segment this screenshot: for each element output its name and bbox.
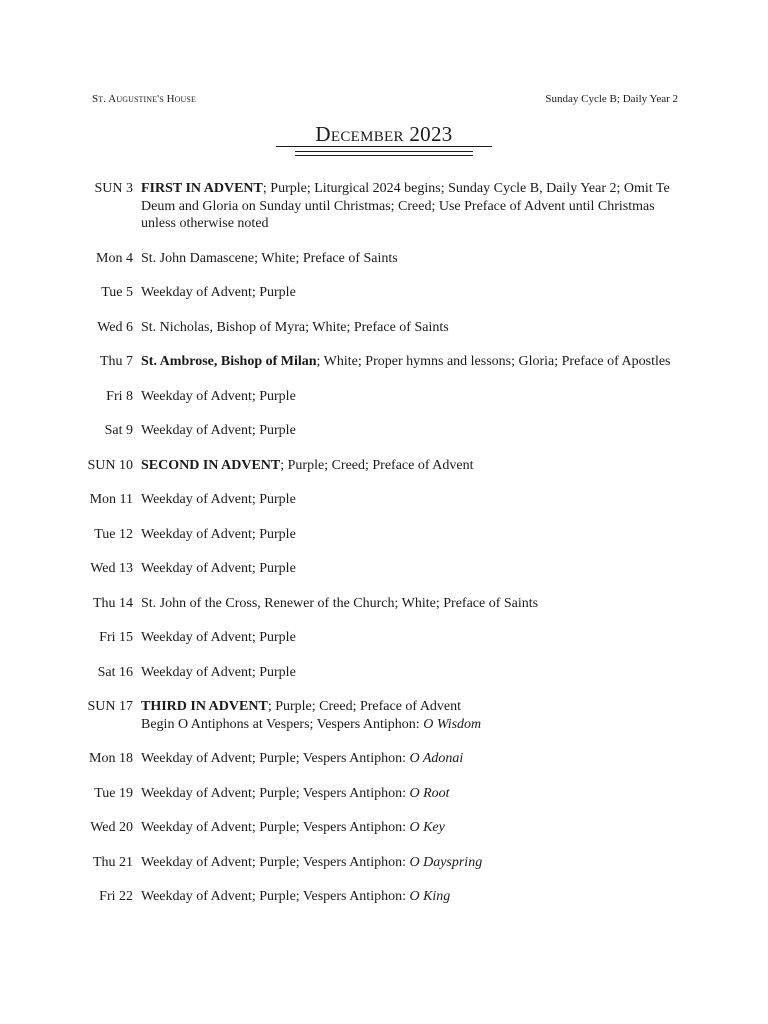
- weekday: SUN: [87, 699, 116, 714]
- antiphon-name: O Adonai: [409, 751, 464, 766]
- calendar-entry: [0, 250, 768, 268]
- title-rule-double-upper: [295, 151, 473, 152]
- calendar-entry: [0, 388, 768, 406]
- day-date-label: [0, 698, 141, 716]
- calendar-entry: [0, 422, 768, 440]
- entry-description: [141, 595, 673, 613]
- antiphon-name: O Dayspring: [409, 854, 483, 870]
- entry-text: St. John of the Cross, Renewer of the Church; White; Preface of Saints: [141, 595, 539, 611]
- day-date-label: [0, 595, 141, 613]
- calendar-entry: [0, 819, 768, 837]
- date-number: 19: [119, 785, 133, 801]
- entry-text: St. John Damascene; White; Preface of Saints: [141, 250, 398, 266]
- calendar-entry: [0, 491, 768, 509]
- title-rule-double-lower: [295, 155, 473, 156]
- calendar-entry: [0, 785, 768, 803]
- calendar-entry: [0, 526, 768, 544]
- date-number: 3: [126, 181, 133, 196]
- weekday: SUN: [87, 457, 116, 473]
- calendar-entry: [0, 629, 768, 647]
- day-date-label: [0, 629, 141, 647]
- calendar-entry: [0, 560, 768, 578]
- entry-text: Weekday of Advent; Purple; Vespers Antiphon:: [141, 820, 410, 835]
- date-number: 18: [119, 751, 133, 766]
- entry-description: [141, 888, 673, 906]
- entry-description: [141, 785, 673, 803]
- day-date-label: [0, 319, 141, 337]
- feast-name: SECOND IN ADVENT: [141, 457, 281, 473]
- antiphon-name: O Key: [409, 820, 445, 835]
- weekday: Tue: [94, 785, 116, 801]
- date-number: 10: [119, 457, 133, 473]
- entry-description: [141, 457, 673, 475]
- weekday: Tue: [101, 285, 123, 300]
- calendar-entry: [0, 595, 768, 613]
- day-date-label: [0, 353, 141, 371]
- entry-text: Weekday of Advent; Purple: [141, 285, 296, 300]
- day-date-label: [0, 819, 141, 837]
- entry-description: [141, 854, 673, 872]
- calendar-entry: [0, 854, 768, 872]
- day-date-label: [0, 180, 141, 198]
- entry-text: ; White; Proper hymns and lessons; Gloria; Preface of Apostles: [316, 354, 671, 369]
- entry-text: Weekday of Advent; Purple: [141, 526, 296, 542]
- feast-name: THIRD IN ADVENT: [141, 699, 268, 714]
- date-number: 22: [119, 889, 133, 904]
- weekday: Thu: [99, 354, 123, 369]
- entry-text: Weekday of Advent; Purple: [141, 561, 296, 576]
- entry-description: [141, 526, 673, 544]
- day-date-label: [0, 664, 141, 682]
- entry-description: [141, 250, 673, 268]
- entry-text: Weekday of Advent; Purple: [141, 664, 296, 680]
- entry-text: St. Nicholas, Bishop of Myra; White; Preface of Saints: [141, 319, 449, 335]
- calendar-list: [0, 180, 768, 923]
- weekday: Wed: [90, 820, 116, 835]
- weekday: Mon: [96, 250, 123, 266]
- date-number: 16: [119, 664, 133, 680]
- weekday: Thu: [92, 854, 116, 870]
- date-number: 13: [119, 561, 133, 576]
- calendar-entry: [0, 457, 768, 475]
- day-date-label: [0, 457, 141, 475]
- weekday: Wed: [97, 319, 123, 335]
- entry-text: Weekday of Advent; Purple; Vespers Antiphon:: [141, 751, 410, 766]
- day-date-label: [0, 854, 141, 872]
- entry-description: [141, 422, 673, 440]
- day-date-label: [0, 250, 141, 268]
- house-name: St. Augustine's House: [92, 93, 196, 105]
- entry-description: [141, 388, 673, 406]
- day-date-label: [0, 750, 141, 768]
- antiphon-name: O Root: [409, 785, 450, 801]
- weekday: Fri: [106, 388, 123, 404]
- entry-text: ; Purple; Creed; Preface of Advent: [267, 699, 462, 714]
- date-number: 15: [119, 630, 133, 645]
- entry-description: [141, 819, 673, 837]
- date-number: 14: [119, 595, 133, 611]
- weekday: Tue: [94, 526, 116, 542]
- date-number: 11: [119, 492, 133, 507]
- entry-text: Weekday of Advent; Purple; Vespers Antiphon:: [141, 785, 410, 801]
- entry-text: Weekday of Advent; Purple; Vespers Antiphon:: [141, 889, 410, 904]
- weekday: Sat: [104, 423, 123, 438]
- feast-name: St. Ambrose, Bishop of Milan: [141, 354, 317, 369]
- calendar-entry: [0, 888, 768, 906]
- weekday: Mon: [89, 492, 117, 507]
- calendar-entry: [0, 284, 768, 302]
- weekday: Fri: [99, 630, 116, 645]
- calendar-entry: [0, 319, 768, 337]
- date-number: 5: [126, 285, 133, 300]
- day-date-label: [0, 284, 141, 302]
- day-date-label: [0, 388, 141, 406]
- feast-name: FIRST IN ADVENT: [141, 181, 263, 196]
- day-date-label: [0, 526, 141, 544]
- date-number: 12: [119, 526, 133, 542]
- weekday: SUN: [94, 181, 123, 196]
- entry-description: [141, 491, 673, 509]
- cycle-info: Sunday Cycle B; Daily Year 2: [545, 93, 678, 105]
- entry-description: [141, 664, 673, 682]
- calendar-entry: [0, 180, 768, 233]
- calendar-entry: [0, 353, 768, 371]
- date-number: 6: [126, 319, 133, 335]
- weekday: Wed: [90, 561, 116, 576]
- entry-description: [141, 629, 673, 647]
- entry-description: [141, 319, 673, 337]
- day-date-label: [0, 888, 141, 906]
- entry-text: Weekday of Advent; Purple: [141, 492, 296, 507]
- entry-description: [141, 180, 673, 233]
- entry-description: [141, 560, 673, 578]
- date-number: 8: [126, 388, 133, 404]
- antiphon-name: O King: [409, 889, 451, 904]
- day-date-label: [0, 785, 141, 803]
- entry-description: [141, 750, 673, 768]
- entry-description: [141, 698, 673, 733]
- entry-text: ; Purple; Liturgical 2024 begins; Sunday Cycle B, Daily Year 2; Omit Te Deum and Gloria on Sunday until Christmas; Creed; Use Preface of Advent until Christmas unless otherwise noted: [141, 181, 670, 231]
- day-date-label: [0, 560, 141, 578]
- calendar-entry: [0, 664, 768, 682]
- weekday: Mon: [89, 751, 116, 766]
- entry-text: Weekday of Advent; Purple; Vespers Antiphon:: [141, 854, 410, 870]
- antiphon-name: O Wisdom: [423, 716, 482, 732]
- entry-description: [141, 353, 673, 371]
- date-number: 9: [126, 423, 133, 438]
- title-rule-top: [276, 146, 492, 147]
- entry-text: ; Purple; Creed; Preface of Advent: [280, 457, 474, 473]
- entry-text-line2: Begin O Antiphons at Vespers; Vespers Antiphon:: [141, 716, 424, 732]
- weekday: Thu: [92, 595, 116, 611]
- weekday: Fri: [99, 889, 116, 904]
- page-title: December 2023: [315, 122, 453, 146]
- day-date-label: [0, 491, 141, 509]
- date-number: 7: [126, 354, 133, 369]
- entry-text: Weekday of Advent; Purple: [141, 630, 296, 645]
- date-number: 17: [119, 699, 133, 714]
- date-number: 20: [119, 820, 133, 835]
- day-date-label: [0, 422, 141, 440]
- entry-text: Weekday of Advent; Purple: [141, 423, 296, 438]
- calendar-entry: [0, 698, 768, 733]
- date-number: 4: [126, 250, 133, 266]
- entry-text: Weekday of Advent; Purple: [141, 388, 296, 404]
- weekday: Sat: [97, 664, 116, 680]
- date-number: 21: [119, 854, 133, 870]
- entry-description: [141, 284, 673, 302]
- calendar-entry: [0, 750, 768, 768]
